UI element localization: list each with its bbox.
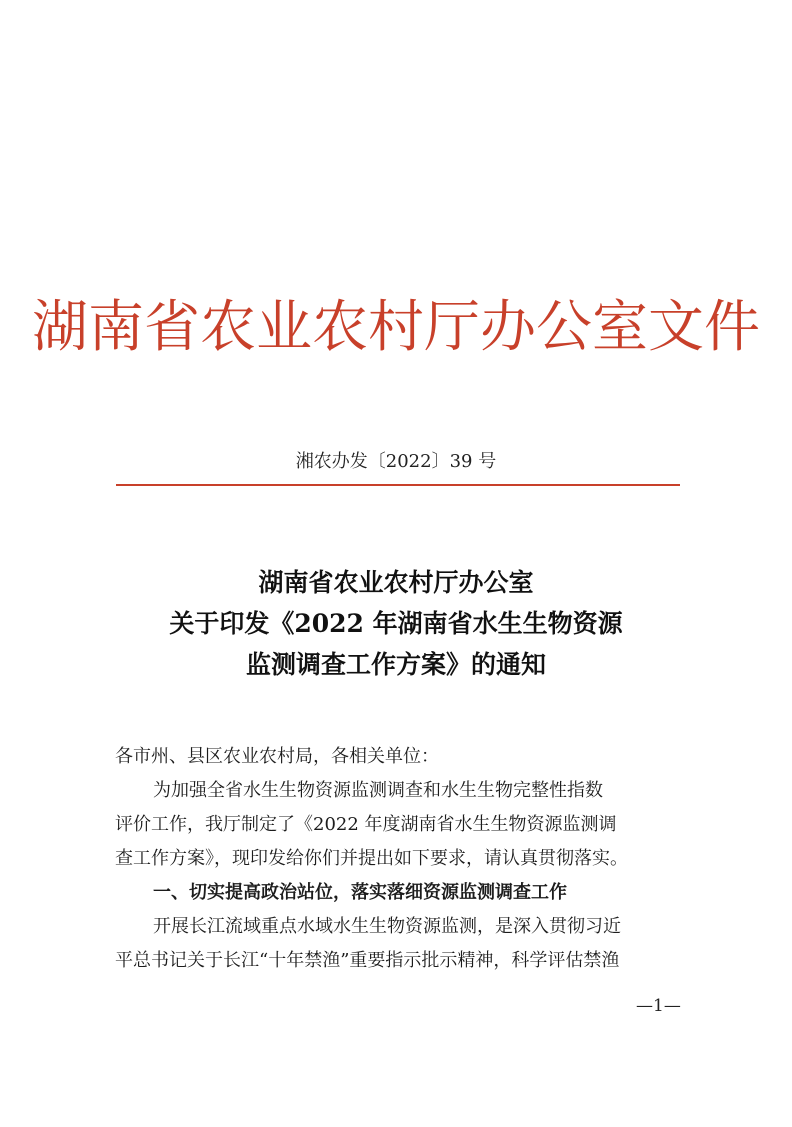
document-number: 湘农办发〔2022〕39 号: [295, 451, 497, 472]
red-divider-line: [116, 484, 680, 486]
notice-title-line: 湖南省农业农村厅办公室: [258, 568, 534, 597]
document-body: [115, 740, 680, 978]
paragraph-line: 平总书记关于长江“十年禁渔”重要指示批示精神，科学评估禁渔: [115, 950, 620, 971]
paragraph-line: 开展长江流域重点水域水生生物资源监测，是深入贯彻习近: [153, 916, 621, 937]
notice-title-line: 关于印发《2022 年湖南省水生生物资源: [169, 609, 623, 638]
paragraph-line: 为加强全省水生生物资源监测调查和水生生物完整性指数: [153, 780, 603, 801]
paragraph-line: 评价工作，我厅制定了《2022 年度湖南省水生生物资源监测调: [115, 814, 617, 835]
notice-title-line: 监测调查工作方案》的通知: [245, 650, 546, 679]
document-header-title: 湖南省农业农村厅办公室文件: [32, 295, 760, 360]
salutation: 各市州、县区农业农村局，各相关单位：: [115, 746, 439, 767]
section-heading: 一、切实提高政治站位，落实落细资源监测调查工作: [153, 882, 567, 903]
page-number: —1—: [636, 996, 681, 1016]
paragraph-line: 查工作方案》，现印发给你们并提出如下要求，请认真贯彻落实。: [115, 848, 628, 869]
notice-title: [0, 562, 792, 685]
